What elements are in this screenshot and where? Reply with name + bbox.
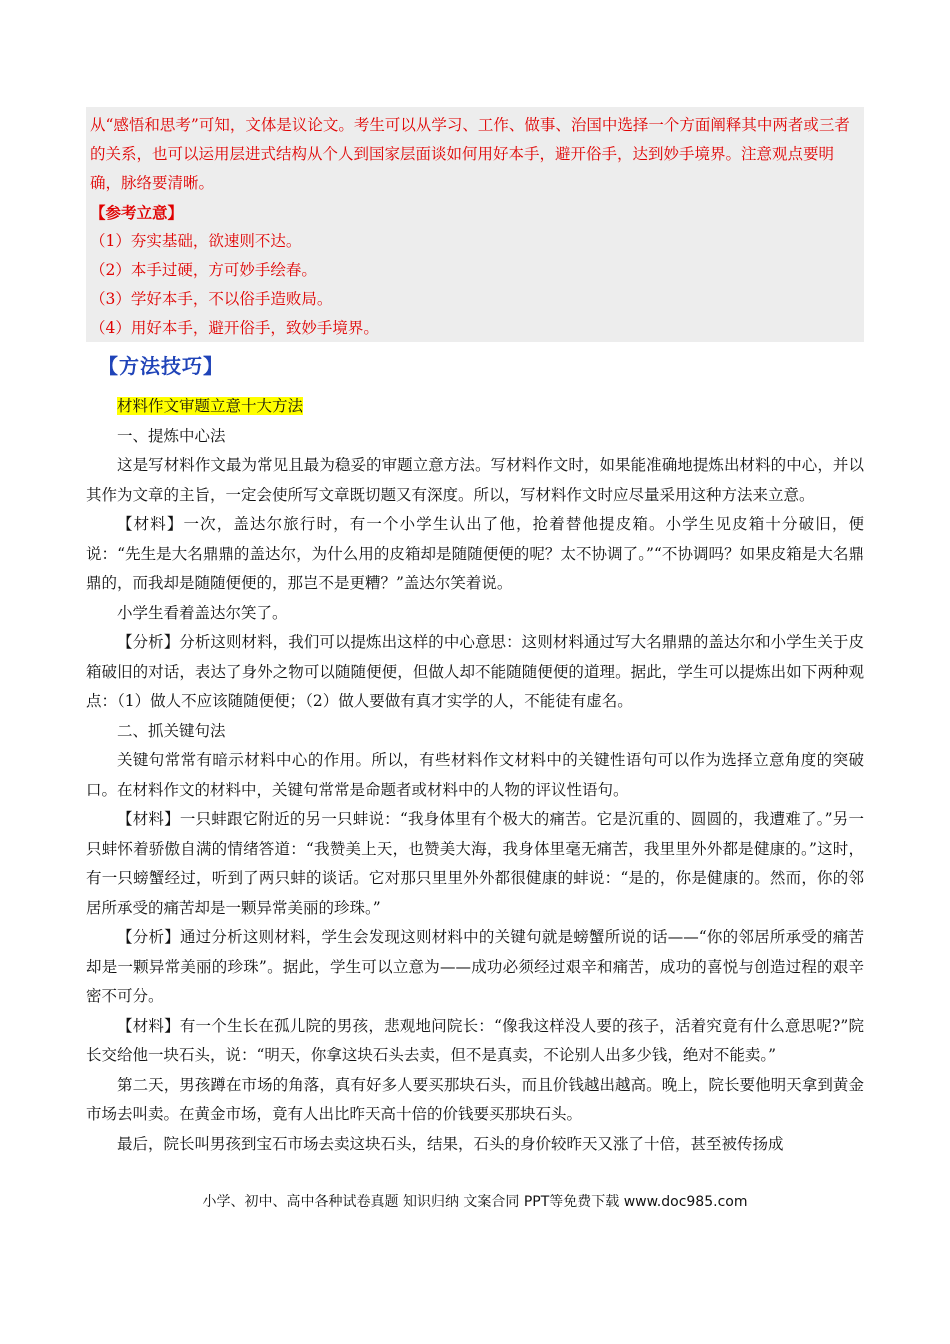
paragraph: 【材料】一只蚌跟它附近的另一只蚌说：“我身体里有个极大的痛苦。它是沉重的、圆圆的，我遭难了。”另一只蚌怀着骄傲自满的情绪答道：“我赞美上天，也赞美大海，我身体里毫无痛苦，我里里外外都是健康的。”这时，有一只螃蟹经过，听到了两只蚌的谈话。它对那只里里外外都很健康的蚌说：“是的，你是健康的。然而，你的邻居所承受的痛苦却是一颗异常美丽的珍珠。” (86, 810, 864, 917)
highlighted-subtitle: 材料作文审题立意十大方法 (117, 397, 304, 415)
paragraph: 第二天，男孩蹲在市场的角落，真有好多人要买那块石头，而且价钱越出越高。晚上，院长要他明天拿到黄金市场去叫卖。在黄金市场，竟有人出比昨天高十倍的价钱要买那块石头。 (86, 1075, 864, 1123)
reference-heading: 【参考立意】 (90, 203, 184, 222)
method-heading: 一、提炼中心法 (117, 426, 226, 445)
page-footer: 小学、初中、高中各种试卷真题 知识归纳 文案合同 PPT等免费下载 www.doc985.com (202, 1194, 748, 1210)
paragraph: 关键句常常有暗示材料中心的作用。所以，有些材料作文材料中的关键性语句可以作为选择立意角度的突破口。在材料作文的材料中，关键句常常是命题者或材料中的人物的评议性语句。 (86, 751, 864, 799)
reference-point: （4）用好本手，避开俗手，致妙手境界。 (90, 319, 379, 337)
reference-point: （1）夯实基础，欲速则不达。 (90, 232, 302, 250)
reference-point: （3）学好本手，不以俗手造败局。 (90, 290, 333, 308)
paragraph: 【分析】分析这则材料，我们可以提炼出这样的中心意思：这则材料通过写大名鼎鼎的盖达尔和小学生关于皮箱破旧的对话，表达了身外之物可以随随便便，但做人却不能随随便便的道理。据此，学生可以提炼出如下两种观点：（1）做人不应该随随便便；（2）做人要做有真才实学的人，不能徒有虚名。 (86, 633, 864, 710)
paragraph: 这是写材料作文最为常见且最为稳妥的审题立意方法。写材料作文时，如果能准确地提炼出材料的中心，并以其作为文章的主旨，一定会使所写文章既切题又有深度。所以，写材料作文时应尽量采用这种方法来立意。 (86, 456, 864, 504)
paragraph: 小学生看着盖达尔笑了。 (117, 603, 288, 622)
method-heading: 二、抓关键句法 (117, 721, 226, 740)
article-subtitle (86, 392, 864, 422)
paragraph: 最后，院长叫男孩到宝石市场去卖这块石头，结果，石头的身价较昨天又涨了十倍，甚至被传扬成 (117, 1134, 784, 1153)
analysis-box (86, 107, 864, 342)
section-title: 【方法技巧】 (98, 354, 224, 378)
analysis-intro: 从“感悟和思考”可知，文体是议论文。考生可以从学习、工作、做事、治国中选择一个方面阐释其中两者或三者的关系，也可以运用层进式结构从个人到国家层面谈如何用好本手，避开俗手，达到妙手境界。注意观点要明确，脉络要清晰。 (90, 116, 850, 192)
paragraph: 【材料】有一个生长在孤儿院的男孩，悲观地问院长：“像我这样没人要的孩子，活着究竟有什么意思呢?”院长交给他一块石头，说：“明天，你拿这块石头去卖，但不是真卖，不论别人出多少钱，绝对不能卖。” (86, 1016, 864, 1064)
paragraph: 【材料】一次，盖达尔旅行时，有一个小学生认出了他，抢着替他提皮箱。小学生见皮箱十分破旧，便说：“先生是大名鼎鼎的盖达尔，为什么用的皮箱却是随随便便的呢？太不协调了。”“不协调吗？如果皮箱是大名鼎鼎的，而我却是随随便便的，那岂不是更糟？”盖达尔笑着说。 (86, 515, 864, 592)
reference-point: （2）本手过硬，方可妙手绘春。 (90, 261, 317, 279)
article-body (86, 392, 864, 1159)
paragraph: 【分析】通过分析这则材料，学生会发现这则材料中的关键句就是螃蟹所说的话——“你的邻居所承受的痛苦却是一颗异常美丽的珍珠”。据此，学生可以立意为——成功必须经过艰辛和痛苦，成功的喜悦与创造过程的艰辛密不可分。 (86, 928, 864, 1005)
